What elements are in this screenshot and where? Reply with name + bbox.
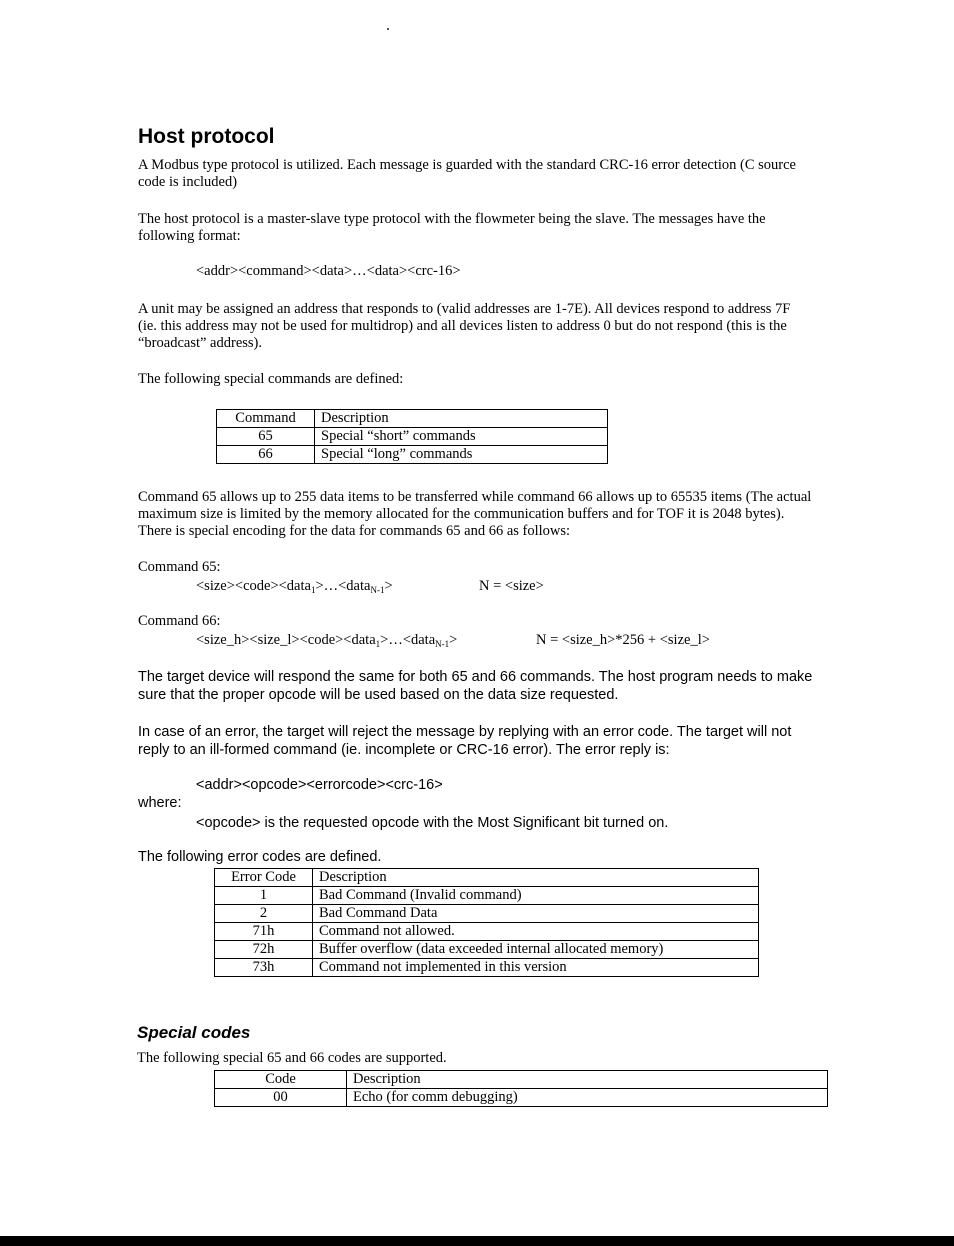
command66-size-note: N = <size_h>*256 + <size_l> — [536, 632, 710, 648]
address-paragraph: A unit may be assigned an address that responds to (valid addresses are 1-7E). All devices respond to address 7F (ie. this address may not be used for multidrop) and all devices listen to address 0 but do not respond (this is the “broadcast” address). — [138, 301, 791, 351]
table-cell: 71h — [215, 923, 313, 941]
table-row — [215, 887, 759, 905]
table-header-cell: Code — [215, 1071, 347, 1089]
command66-format: <size_h><size_l><code><data$_1$>…<data$_{N-1}$> — [196, 632, 458, 649]
table-cell: Echo (for comm debugging) — [347, 1089, 828, 1107]
commands-table — [216, 409, 608, 464]
error-reply-format: <addr><opcode><errorcode><crc-16> — [196, 777, 443, 793]
table-row — [217, 428, 608, 446]
error-paragraph: In case of an error, the target will reject the message by replying with an error code. The target will not reply to an ill-formed command (ie. incomplete or CRC-16 error). The error reply is: — [138, 724, 792, 758]
table-cell: Special “long” commands — [315, 446, 608, 464]
table-cell: 1 — [215, 887, 313, 905]
table-row — [215, 923, 759, 941]
table-cell: Bad Command Data — [313, 905, 759, 923]
table-row — [215, 941, 759, 959]
section-subtitle: Special codes — [137, 1023, 251, 1042]
special-codes-intro: The following special 65 and 66 codes are supported. — [137, 1050, 447, 1066]
table-header-cell: Error Code — [215, 869, 313, 887]
special-codes-table — [214, 1070, 828, 1107]
table-header-cell: Description — [347, 1071, 828, 1089]
table-row — [215, 959, 759, 977]
table-cell: Special “short” commands — [315, 428, 608, 446]
intro-paragraph: A Modbus type protocol is utilized. Each message is guarded with the standard CRC-16 error detection (C source code is included) — [138, 157, 796, 190]
table-cell: Bad Command (Invalid command) — [313, 887, 759, 905]
table-header-row — [217, 410, 608, 428]
message-format-line: <addr><command><data>…<data><crc-16> — [196, 263, 461, 279]
table-header-cell: Description — [313, 869, 759, 887]
where-label: where: — [138, 795, 182, 811]
table-cell: 73h — [215, 959, 313, 977]
command66-label: Command 66: — [138, 613, 221, 629]
table-header-row — [215, 869, 759, 887]
error-codes-intro: The following error codes are defined. — [138, 849, 382, 865]
opcode-note: <opcode> is the requested opcode with the Most Significant bit turned on. — [196, 815, 669, 831]
command65-label: Command 65: — [138, 559, 221, 575]
error-codes-table — [214, 868, 759, 977]
data-encoding-paragraph: Command 65 allows up to 255 data items to be transferred while command 66 allows up to 65535 items (The actual maximum size is limited by the memory allocated for the communication buffers and for TOF it is 2048 bytes). There is special encoding for the data for commands 65 and 66 as follows: — [138, 489, 812, 539]
table-cell: 2 — [215, 905, 313, 923]
scan-bottom-border — [0, 1236, 954, 1246]
response-paragraph: The target device will respond the same for both 65 and 66 commands. The host program needs to make sure that the proper opcode will be used based on the data size requested. — [138, 669, 813, 703]
table-cell: 65 — [217, 428, 315, 446]
table-row — [217, 446, 608, 464]
table-cell: 00 — [215, 1089, 347, 1107]
table-header-cell: Command — [217, 410, 315, 428]
command65-format: <size><code><data$_1$>…<data$_{N-1}$> — [196, 578, 393, 595]
special-commands-intro: The following special commands are defined: — [138, 371, 404, 387]
scan-speck — [387, 28, 389, 30]
table-cell: Buffer overflow (data exceeded internal allocated memory) — [313, 941, 759, 959]
protocol-paragraph: The host protocol is a master-slave type protocol with the flowmeter being the slave. The messages have the following format: — [138, 211, 766, 244]
table-row — [215, 905, 759, 923]
page-title: Host protocol — [138, 125, 275, 148]
table-header-cell: Description — [315, 410, 608, 428]
table-cell: Command not allowed. — [313, 923, 759, 941]
table-row — [215, 1089, 828, 1107]
command65-size-note: N = <size> — [479, 578, 544, 594]
table-header-row — [215, 1071, 828, 1089]
table-cell: 72h — [215, 941, 313, 959]
table-cell: 66 — [217, 446, 315, 464]
table-cell: Command not implemented in this version — [313, 959, 759, 977]
